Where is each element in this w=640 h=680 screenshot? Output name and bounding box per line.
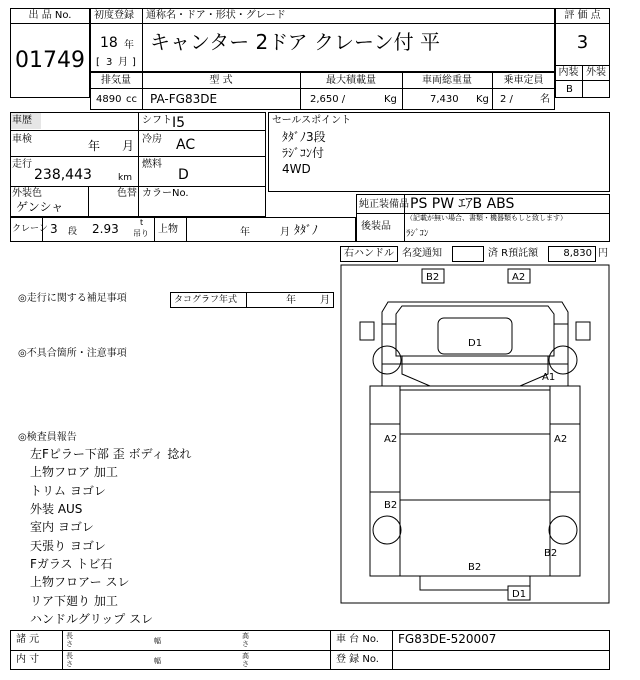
reg-no-label: 登 録 No.: [336, 654, 379, 665]
upper-value: ﾀﾀﾞﾉ: [294, 223, 319, 237]
sales-point-3: 4WD: [282, 162, 311, 176]
ac-value: AC: [176, 137, 196, 153]
exterior-color-label: 外装色: [12, 188, 42, 199]
name-label: 通称名・ドア・形状・グレード: [146, 10, 286, 21]
diagram-mark-b2: B2: [384, 500, 398, 511]
equipment-label: 純正装備品: [359, 199, 409, 210]
diagram-mark-d1: D1: [512, 589, 527, 600]
car-name: キャンター 2ドア クレーン付 平: [150, 30, 440, 54]
color-change-label: 色替: [117, 188, 137, 199]
crane-capacity-unit-top: t: [140, 218, 144, 227]
aftermarket-label: 後装品: [361, 221, 391, 232]
shift-value: I5: [172, 115, 186, 131]
gross-weight-unit: Kg: [476, 94, 489, 105]
model-label: 型 式: [209, 75, 233, 86]
length-label: 長さ: [66, 632, 73, 648]
length-label: 長さ: [66, 652, 73, 668]
recycle-amount: 8,830: [563, 248, 592, 259]
chassis-label: 車 台 No.: [336, 634, 379, 645]
driving-notes-label: ◎走行に関する補足事項: [18, 293, 127, 304]
diagram-mark-a2: A2: [384, 434, 398, 445]
mileage-unit: km: [118, 173, 132, 183]
reg-month-unit: 月: [118, 57, 128, 68]
inspector-item: トリム ヨゴレ: [30, 484, 106, 498]
max-load-unit: Kg: [384, 94, 397, 105]
interior-label: 内装: [558, 67, 579, 78]
score-label: 評 価 点: [564, 10, 601, 21]
score-value: 3: [576, 32, 589, 53]
inspector-item: 室内 ヨゴレ: [30, 520, 94, 534]
history-label: 車歴: [12, 115, 32, 126]
vehicle-diagram: [340, 264, 610, 604]
mileage-label: 走行: [12, 159, 32, 170]
height-label: 高さ: [242, 632, 249, 648]
name-change-box: [452, 246, 484, 262]
upper-year-unit: 年: [240, 227, 250, 238]
inspection-month-unit: 月: [122, 139, 135, 153]
fuel-label: 燃料: [142, 159, 162, 170]
recycle-unit: 円: [598, 248, 608, 259]
inspector-item: 上物フロアー スレ: [30, 575, 130, 589]
sales-point-1: ﾀﾀﾞﾉ3段: [282, 130, 326, 144]
exterior-color: ゲンシャ: [16, 200, 64, 214]
diagram-mark-b2: B2: [426, 272, 440, 283]
inspector-item: ハンドルグリップ スレ: [30, 612, 154, 626]
capacity: 2 /: [500, 94, 513, 105]
max-load: 2,650 /: [310, 94, 346, 105]
exterior-label: 外装: [586, 67, 606, 78]
tacho-label: タコグラフ年式: [174, 295, 238, 305]
inspector-item: リア下廻り 加工: [30, 594, 118, 608]
fuel-value: D: [178, 167, 189, 183]
inspection-label: 車検: [12, 134, 32, 145]
width-label: 幅: [154, 637, 161, 645]
reg-month: 3: [106, 57, 113, 68]
inspector-item: 左Fピラー下部 歪 ボディ 捻れ: [30, 447, 192, 461]
crane-stage-unit: 段: [68, 227, 78, 237]
recycle-label: 済 R預託額: [488, 248, 539, 259]
inspector-item: 天張り ヨゴレ: [30, 539, 106, 553]
sales-points-label: セールスポイント: [272, 115, 352, 126]
aftermarket-value: ﾗｼﾞｺﾝ: [406, 229, 429, 239]
crane-capacity-unit-bottom: 吊り: [133, 229, 149, 238]
capacity-unit: 名: [540, 94, 550, 105]
inspector-item: 外装 AUS: [30, 502, 83, 516]
crane-stage: 3: [50, 222, 58, 236]
upper-label: 上物: [158, 224, 178, 235]
inspector-item: 上物フロア 加工: [30, 465, 118, 479]
model: PA-FG83DE: [150, 92, 218, 106]
color-no-label: カラーNo.: [142, 188, 189, 199]
reg-year-unit: 年: [124, 40, 134, 51]
shoshin-label: 諸 元: [16, 634, 40, 645]
ac-label: 冷房: [142, 134, 162, 145]
diagram-mark-d1: D1: [468, 338, 483, 349]
defects-label: ◎不具合箇所・注意事項: [18, 348, 127, 359]
first-reg-label: 初度登録: [94, 10, 134, 21]
chassis-no: FG83DE-520007: [398, 632, 497, 646]
lot-no: 01749: [15, 48, 85, 73]
height-label: 高さ: [242, 652, 249, 668]
displacement-label: 排気量: [101, 75, 131, 86]
inspector-item: Fガラス トビ石: [30, 557, 113, 571]
shift-label: シフト: [142, 115, 172, 126]
sales-point-2: ﾗｼﾞｺﾝ付: [282, 146, 325, 160]
reg-year: 18: [100, 35, 118, 51]
mileage-value: 238,443: [34, 167, 92, 183]
tacho-month-unit: 月: [320, 295, 330, 306]
gross-weight-label: 車両総重量: [422, 75, 472, 86]
displacement: 4890: [96, 94, 122, 105]
capacity-label: 乗車定員: [503, 75, 544, 86]
diagram-mark-a1: A1: [542, 372, 556, 383]
tacho-year-unit: 年: [286, 295, 296, 306]
handle-value: 右ハンドル: [344, 248, 394, 259]
displacement-unit: cc: [126, 94, 137, 105]
width-label: 幅: [154, 657, 161, 665]
diagram-mark-b2: B2: [544, 548, 558, 559]
max-load-label: 最大積載量: [326, 75, 376, 86]
upper-month-unit: 月: [280, 227, 290, 238]
diagram-mark-a2: A2: [512, 272, 526, 283]
name-change-label: 名変通知: [402, 248, 442, 259]
gross-weight: 7,430: [430, 94, 459, 105]
lot-no-label: 出 品 No.: [28, 10, 72, 21]
diagram-mark-b2: B2: [468, 562, 482, 573]
diagram-mark-a2: A2: [554, 434, 568, 445]
naisun-label: 内 寸: [16, 654, 40, 665]
crane-capacity: 2.93: [92, 222, 119, 236]
aftermarket-note: （記載が無い場合、書類・機器類もしと致します）: [406, 214, 567, 222]
inspector-label: ◎検査員報告: [18, 432, 77, 443]
inspection-year-unit: 年: [88, 139, 101, 153]
equipment-value: PS PW ｴｱB ABS: [410, 196, 515, 212]
interior-grade: B: [566, 84, 573, 95]
crane-label: クレーン: [12, 224, 48, 234]
